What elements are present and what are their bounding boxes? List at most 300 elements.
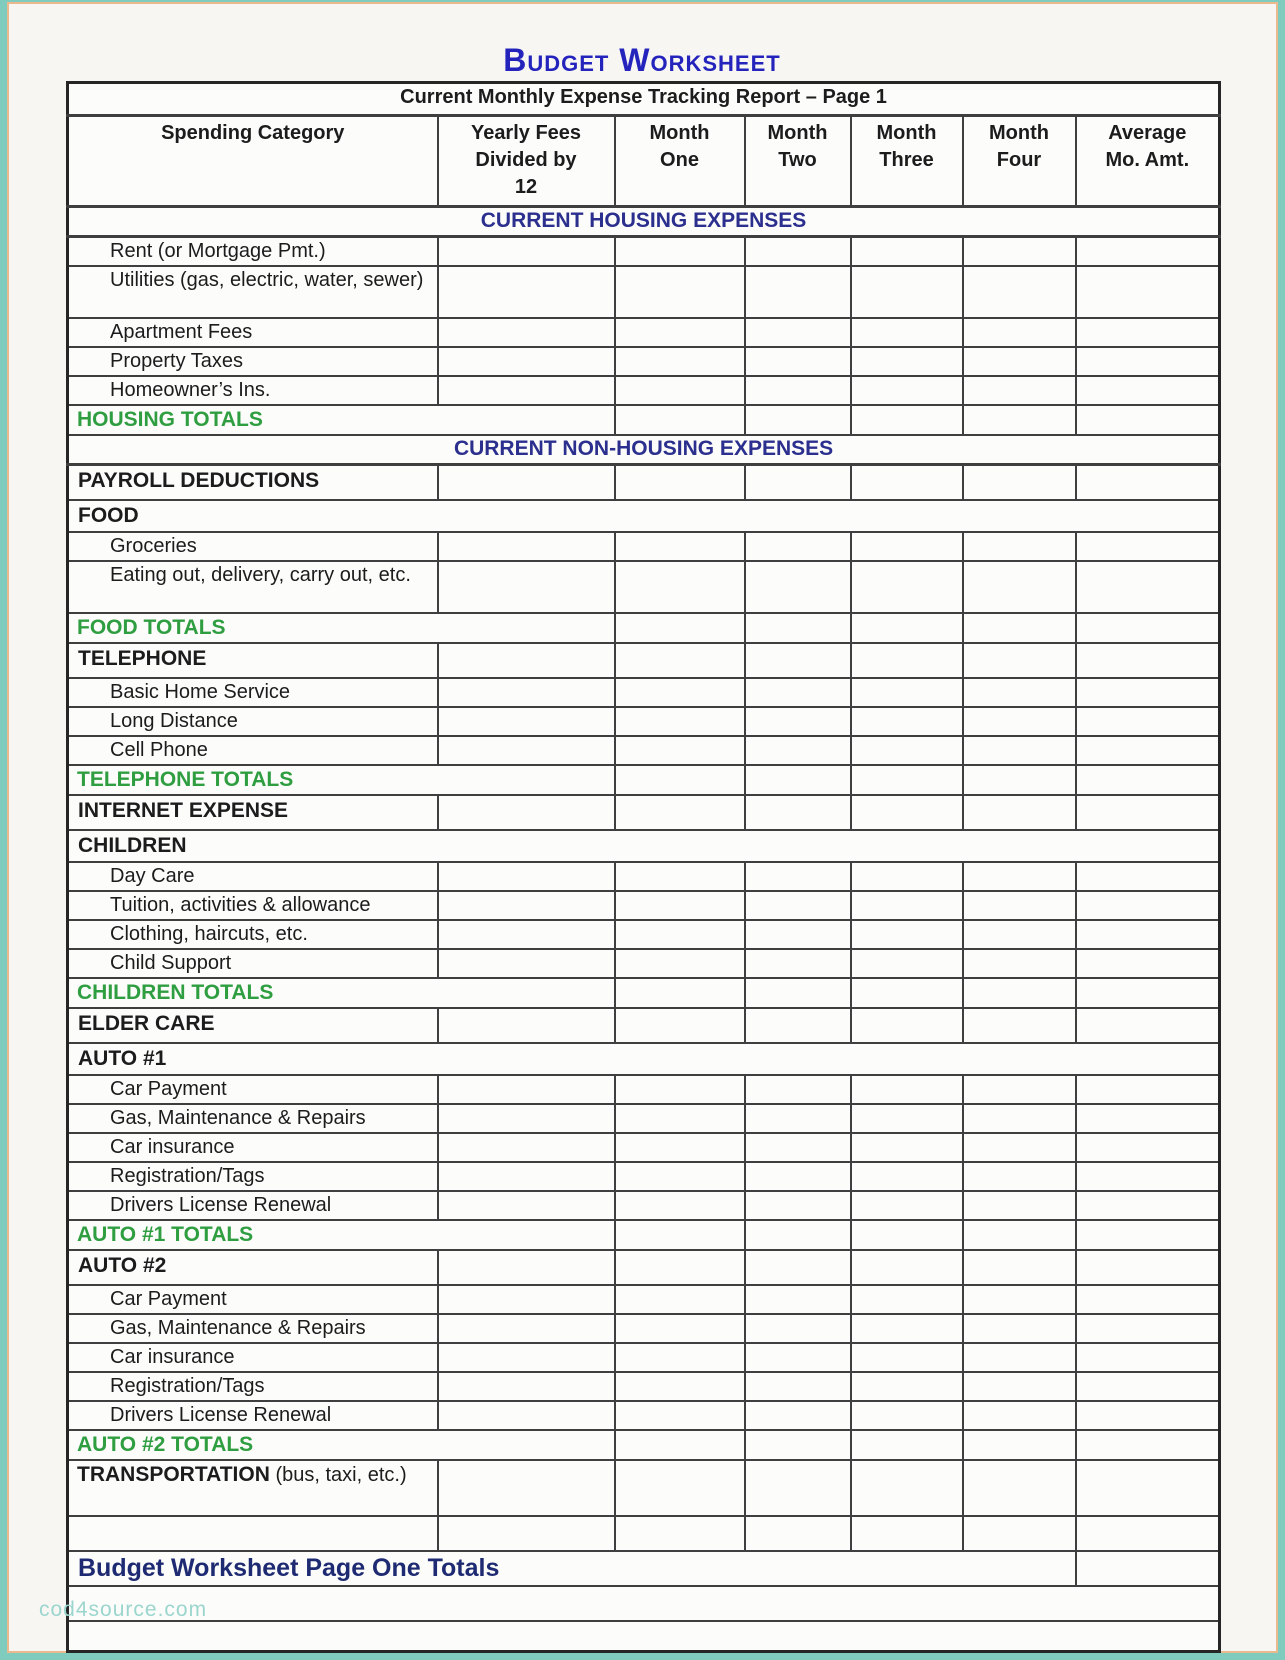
table-row: [68, 1551, 1220, 1586]
amount-cell: [963, 561, 1076, 613]
table-row: [68, 678, 1220, 707]
amount-cell: [615, 266, 745, 318]
amount-cell: [745, 1133, 851, 1162]
table-row: [68, 266, 1220, 318]
amount-cell: [1076, 1104, 1220, 1133]
amount-cell: [963, 1250, 1076, 1285]
amount-cell: [745, 613, 851, 643]
amount-cell: [615, 532, 745, 561]
amount-cell: [1076, 1401, 1220, 1430]
table-row: [68, 765, 1220, 795]
amount-cell: [963, 376, 1076, 405]
amount-cell: [745, 1460, 851, 1516]
amount-cell: [963, 1430, 1076, 1460]
table-row: [68, 1191, 1220, 1220]
amount-cell: [1076, 765, 1220, 795]
amount-cell: [851, 736, 963, 765]
amount-cell: [963, 678, 1076, 707]
amount-cell: [615, 1220, 745, 1250]
row-label: Cell Phone: [68, 736, 438, 765]
amount-cell: [963, 1285, 1076, 1314]
amount-cell: [963, 1075, 1076, 1104]
amount-cell: [963, 318, 1076, 347]
amount-cell: [745, 1220, 851, 1250]
column-header-month-four: Month Four: [963, 116, 1076, 207]
amount-cell: [615, 1133, 745, 1162]
amount-cell: [851, 1133, 963, 1162]
table-row: [68, 207, 1220, 237]
amount-cell: [963, 707, 1076, 736]
amount-cell: [851, 643, 963, 678]
amount-cell: [851, 862, 963, 891]
table-row: [68, 1343, 1220, 1372]
amount-cell: [438, 1401, 615, 1430]
table-row: [68, 1250, 1220, 1285]
amount-cell: [851, 891, 963, 920]
amount-cell: [963, 1516, 1076, 1551]
amount-cell: [1076, 707, 1220, 736]
amount-cell: [1076, 1008, 1220, 1043]
amount-cell: [615, 465, 745, 501]
table-row: [68, 978, 1220, 1008]
amount-cell: [851, 978, 963, 1008]
amount-cell: [438, 465, 615, 501]
amount-cell: [963, 978, 1076, 1008]
amount-cell: [438, 1191, 615, 1220]
amount-cell: [1076, 1075, 1220, 1104]
amount-cell: [963, 1401, 1076, 1430]
amount-cell: [615, 1075, 745, 1104]
amount-cell: [1076, 1250, 1220, 1285]
amount-cell: [745, 736, 851, 765]
amount-cell: [745, 1401, 851, 1430]
amount-cell: [963, 1162, 1076, 1191]
amount-cell: [438, 949, 615, 978]
row-label: Registration/Tags: [68, 1162, 438, 1191]
amount-cell: [615, 376, 745, 405]
amount-cell: [745, 1250, 851, 1285]
amount-cell: [1076, 266, 1220, 318]
column-header-month-two: Month Two: [745, 116, 851, 207]
table-row: [68, 613, 1220, 643]
amount-cell: [745, 532, 851, 561]
row-label: Car Payment: [68, 1285, 438, 1314]
table-row: [68, 830, 1220, 862]
table-row: [68, 795, 1220, 830]
amount-cell: [615, 347, 745, 376]
row-label: Drivers License Renewal: [68, 1401, 438, 1430]
amount-cell: [745, 1430, 851, 1460]
amount-cell: [851, 1250, 963, 1285]
amount-cell: [963, 1372, 1076, 1401]
amount-cell: [438, 920, 615, 949]
amount-cell: [745, 347, 851, 376]
table-body: [68, 207, 1220, 1652]
amount-cell: [1076, 862, 1220, 891]
amount-cell: [1076, 1551, 1220, 1586]
amount-cell: [963, 1460, 1076, 1516]
amount-cell: [615, 1430, 745, 1460]
totals-label: AUTO #1 TOTALS: [68, 1220, 615, 1250]
amount-cell: [438, 347, 615, 376]
amount-cell: [851, 1104, 963, 1133]
group-label: PAYROLL DEDUCTIONS: [68, 465, 438, 501]
amount-cell: [745, 266, 851, 318]
amount-cell: [851, 347, 963, 376]
amount-cell: [615, 237, 745, 267]
amount-cell: [745, 1104, 851, 1133]
amount-cell: [1076, 1343, 1220, 1372]
amount-cell: [745, 318, 851, 347]
table-row: [68, 347, 1220, 376]
amount-cell: [745, 465, 851, 501]
totals-label: TELEPHONE TOTALS: [68, 765, 615, 795]
amount-cell: [963, 1314, 1076, 1343]
row-label: Utilities (gas, electric, water, sewer): [68, 266, 438, 318]
amount-cell: [1076, 949, 1220, 978]
amount-cell: [851, 1516, 963, 1551]
amount-cell: [615, 613, 745, 643]
amount-cell: [745, 1162, 851, 1191]
row-label: Car insurance: [68, 1343, 438, 1372]
table-row: [68, 1162, 1220, 1191]
column-header-month-one: Month One: [615, 116, 745, 207]
budget-table: [66, 81, 1221, 1653]
amount-cell: [963, 736, 1076, 765]
amount-cell: [438, 1133, 615, 1162]
table-row: [68, 465, 1220, 501]
row-label: Child Support: [68, 949, 438, 978]
amount-cell: [745, 1285, 851, 1314]
table-row: [68, 1043, 1220, 1075]
amount-cell: [963, 949, 1076, 978]
amount-cell: [438, 1460, 615, 1516]
row-label: Property Taxes: [68, 347, 438, 376]
amount-cell: [438, 1250, 615, 1285]
row-label: Apartment Fees: [68, 318, 438, 347]
amount-cell: [963, 920, 1076, 949]
row-label: Gas, Maintenance & Repairs: [68, 1314, 438, 1343]
table-row: [68, 1401, 1220, 1430]
amount-cell: [438, 532, 615, 561]
amount-cell: [1076, 1285, 1220, 1314]
amount-cell: [615, 1285, 745, 1314]
amount-cell: [438, 1516, 615, 1551]
amount-cell: [615, 405, 745, 435]
amount-cell: [1076, 561, 1220, 613]
amount-cell: [615, 891, 745, 920]
amount-cell: [615, 1343, 745, 1372]
table-row: [68, 736, 1220, 765]
table-row: [68, 318, 1220, 347]
amount-cell: [851, 405, 963, 435]
row-label: Tuition, activities & allowance: [68, 891, 438, 920]
column-header-month-three: Month Three: [851, 116, 963, 207]
amount-cell: [963, 532, 1076, 561]
row-label: Long Distance: [68, 707, 438, 736]
report-title: Current Monthly Expense Tracking Report – Page 1: [68, 83, 1220, 116]
row-label: Groceries: [68, 532, 438, 561]
amount-cell: [1076, 613, 1220, 643]
amount-cell: [438, 1314, 615, 1343]
amount-cell: [745, 978, 851, 1008]
amount-cell: [851, 1075, 963, 1104]
amount-cell: [438, 237, 615, 267]
amount-cell: [963, 1104, 1076, 1133]
row-label: Clothing, haircuts, etc.: [68, 920, 438, 949]
amount-cell: [438, 318, 615, 347]
amount-cell: [963, 237, 1076, 267]
amount-cell: [615, 920, 745, 949]
amount-cell: [615, 1104, 745, 1133]
row-label: Basic Home Service: [68, 678, 438, 707]
row-label: Gas, Maintenance & Repairs: [68, 1104, 438, 1133]
amount-cell: [745, 678, 851, 707]
page-total-label: Budget Worksheet Page One Totals: [68, 1551, 1076, 1586]
section-banner: CURRENT NON-HOUSING EXPENSES: [68, 435, 1220, 465]
amount-cell: [615, 1314, 745, 1343]
amount-cell: [963, 891, 1076, 920]
amount-cell: [615, 949, 745, 978]
amount-cell: [438, 678, 615, 707]
amount-cell: [851, 1285, 963, 1314]
table-row: [68, 1075, 1220, 1104]
table-row: [68, 1621, 1220, 1652]
blank-row-cell: [68, 1621, 1220, 1652]
amount-cell: [615, 707, 745, 736]
blank-row-cell: [68, 1586, 1220, 1621]
amount-cell: [438, 891, 615, 920]
row-label: Homeowner’s Ins.: [68, 376, 438, 405]
amount-cell: [963, 862, 1076, 891]
amount-cell: [438, 1075, 615, 1104]
amount-cell: [1076, 1314, 1220, 1343]
amount-cell: [1076, 1220, 1220, 1250]
amount-cell: [615, 736, 745, 765]
amount-cell: [438, 561, 615, 613]
amount-cell: [851, 465, 963, 501]
amount-cell: [745, 795, 851, 830]
amount-cell: [615, 978, 745, 1008]
amount-cell: [438, 643, 615, 678]
amount-cell: [615, 862, 745, 891]
amount-cell: [615, 1191, 745, 1220]
table-row: [68, 1586, 1220, 1621]
amount-cell: [1076, 318, 1220, 347]
amount-cell: [1076, 1460, 1220, 1516]
amount-cell: [438, 376, 615, 405]
row-label: Drivers License Renewal: [68, 1191, 438, 1220]
row-label: Rent (or Mortgage Pmt.): [68, 237, 438, 267]
amount-cell: [1076, 1516, 1220, 1551]
amount-cell: [745, 1008, 851, 1043]
table-row: [68, 643, 1220, 678]
table-row: [68, 237, 1220, 267]
amount-cell: [438, 707, 615, 736]
table-row: [68, 707, 1220, 736]
worksheet-page: [7, 2, 1278, 1653]
section-banner: CURRENT HOUSING EXPENSES: [68, 207, 1220, 237]
amount-cell: [615, 1008, 745, 1043]
amount-cell: [851, 1343, 963, 1372]
row-label: [68, 1460, 438, 1516]
row-label: Car Payment: [68, 1075, 438, 1104]
amount-cell: [1076, 1133, 1220, 1162]
column-header-average: Average Mo. Amt.: [1076, 116, 1220, 207]
amount-cell: [963, 1343, 1076, 1372]
amount-cell: [1076, 405, 1220, 435]
amount-cell: [963, 643, 1076, 678]
totals-label: AUTO #2 TOTALS: [68, 1430, 615, 1460]
amount-cell: [1076, 891, 1220, 920]
table-row: [68, 116, 1220, 207]
amount-cell: [851, 1220, 963, 1250]
row-label: Registration/Tags: [68, 1372, 438, 1401]
amount-cell: [963, 613, 1076, 643]
amount-cell: [851, 1401, 963, 1430]
table-row: [68, 500, 1220, 532]
amount-cell: [745, 1314, 851, 1343]
column-header-spending-category: Spending Category: [68, 116, 438, 207]
amount-cell: [851, 1162, 963, 1191]
amount-cell: [745, 707, 851, 736]
page-title: Budget Worksheet: [503, 42, 781, 78]
row-label: Car insurance: [68, 1133, 438, 1162]
table-row: [68, 1285, 1220, 1314]
amount-cell: [851, 1191, 963, 1220]
amount-cell: [745, 376, 851, 405]
table-row: [68, 561, 1220, 613]
amount-cell: [745, 1075, 851, 1104]
amount-cell: [851, 1008, 963, 1043]
table-row: [68, 1372, 1220, 1401]
table-row: [68, 1516, 1220, 1551]
table-row: [68, 1460, 1220, 1516]
amount-cell: [745, 920, 851, 949]
amount-cell: [615, 678, 745, 707]
amount-cell: [615, 1372, 745, 1401]
amount-cell: [615, 1162, 745, 1191]
amount-cell: [438, 736, 615, 765]
row-label-bold: TRANSPORTATION: [77, 1463, 270, 1486]
watermark: cod4source.com: [39, 1598, 208, 1621]
amount-cell: [963, 765, 1076, 795]
amount-cell: [851, 318, 963, 347]
row-label-note: (bus, taxi, etc.): [275, 1464, 407, 1486]
amount-cell: [438, 1008, 615, 1043]
amount-cell: [851, 795, 963, 830]
amount-cell: [851, 237, 963, 267]
table-row: [68, 405, 1220, 435]
amount-cell: [1076, 376, 1220, 405]
amount-cell: [438, 795, 615, 830]
table-row: [68, 1008, 1220, 1043]
amount-cell: [1076, 643, 1220, 678]
amount-cell: [851, 561, 963, 613]
amount-cell: [745, 237, 851, 267]
amount-cell: [745, 643, 851, 678]
table-row: [68, 1104, 1220, 1133]
amount-cell: [615, 1250, 745, 1285]
amount-cell: [745, 405, 851, 435]
group-label: AUTO #1: [68, 1043, 1220, 1075]
amount-cell: [851, 765, 963, 795]
amount-cell: [851, 707, 963, 736]
amount-cell: [1076, 532, 1220, 561]
amount-cell: [745, 862, 851, 891]
amount-cell: [1076, 795, 1220, 830]
amount-cell: [1076, 920, 1220, 949]
table-row: [68, 1430, 1220, 1460]
amount-cell: [1076, 736, 1220, 765]
amount-cell: [438, 862, 615, 891]
amount-cell: [1076, 1372, 1220, 1401]
table-row: [68, 1133, 1220, 1162]
amount-cell: [615, 643, 745, 678]
row-label: Day Care: [68, 862, 438, 891]
amount-cell: [1076, 978, 1220, 1008]
amount-cell: [851, 1372, 963, 1401]
amount-cell: [1076, 465, 1220, 501]
amount-cell: [615, 1460, 745, 1516]
amount-cell: [963, 1191, 1076, 1220]
group-label: CHILDREN: [68, 830, 1220, 862]
totals-label: CHILDREN TOTALS: [68, 978, 615, 1008]
group-label: AUTO #2: [68, 1250, 438, 1285]
table-row: [68, 532, 1220, 561]
table-row: [68, 949, 1220, 978]
totals-label: HOUSING TOTALS: [68, 405, 615, 435]
column-header-yearly-fees: Yearly Fees Divided by 12: [438, 116, 615, 207]
group-label: FOOD: [68, 500, 1220, 532]
amount-cell: [745, 949, 851, 978]
amount-cell: [438, 1372, 615, 1401]
amount-cell: [963, 1008, 1076, 1043]
amount-cell: [963, 347, 1076, 376]
amount-cell: [438, 1104, 615, 1133]
table-row: [68, 920, 1220, 949]
amount-cell: [963, 795, 1076, 830]
table-row: [68, 862, 1220, 891]
amount-cell: [438, 266, 615, 318]
amount-cell: [615, 795, 745, 830]
amount-cell: [745, 1343, 851, 1372]
amount-cell: [745, 1191, 851, 1220]
amount-cell: [963, 1133, 1076, 1162]
amount-cell: [615, 561, 745, 613]
table-row: [68, 83, 1220, 116]
amount-cell: [1076, 1162, 1220, 1191]
amount-cell: [1076, 347, 1220, 376]
table-row: [68, 891, 1220, 920]
amount-cell: [1076, 237, 1220, 267]
amount-cell: [851, 613, 963, 643]
amount-cell: [851, 920, 963, 949]
totals-label: FOOD TOTALS: [68, 613, 615, 643]
amount-cell: [615, 318, 745, 347]
amount-cell: [963, 465, 1076, 501]
table-row: [68, 376, 1220, 405]
amount-cell: [615, 1401, 745, 1430]
amount-cell: [1076, 1430, 1220, 1460]
group-label: ELDER CARE: [68, 1008, 438, 1043]
group-label: INTERNET EXPENSE: [68, 795, 438, 830]
amount-cell: [745, 765, 851, 795]
amount-cell: [1076, 678, 1220, 707]
table-row: [68, 1314, 1220, 1343]
amount-cell: [963, 266, 1076, 318]
amount-cell: [745, 891, 851, 920]
